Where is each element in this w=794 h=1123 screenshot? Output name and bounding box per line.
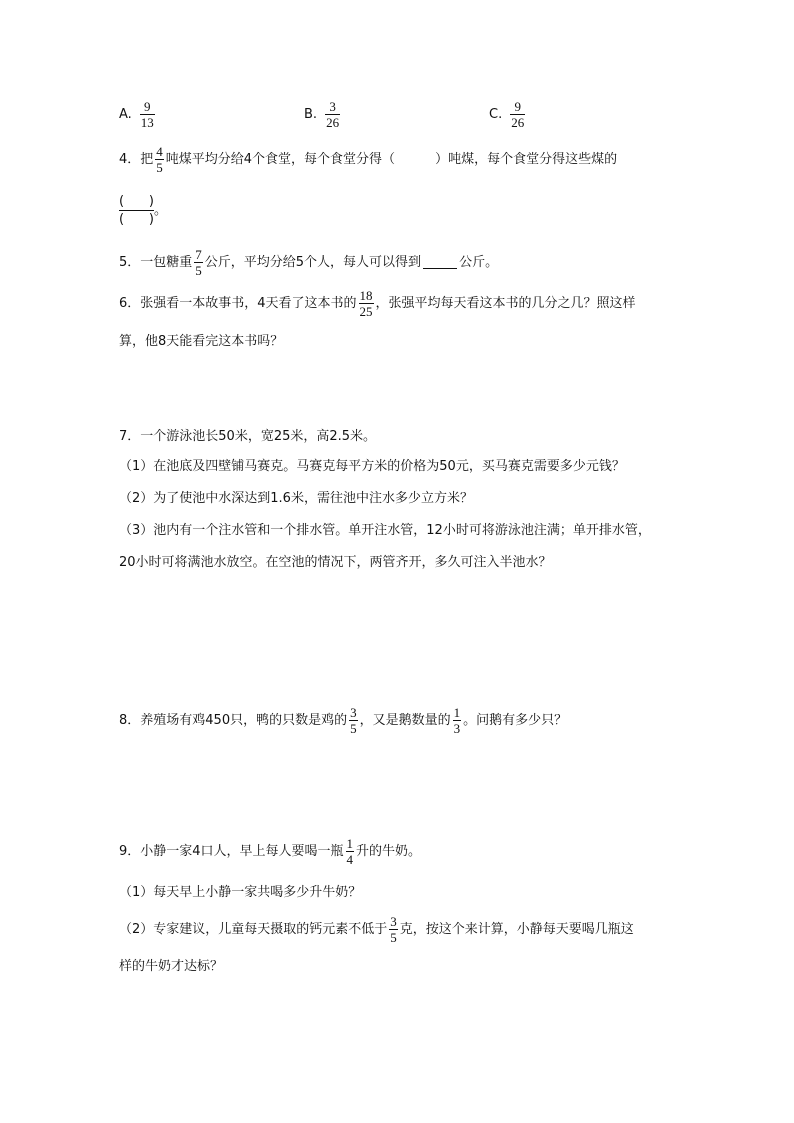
fraction-numerator: 9 (144, 99, 151, 114)
q5-line (119, 245, 498, 279)
q6-text-c: 算，他8天能看完这本书吗？ (119, 333, 284, 349)
q9-line (119, 834, 421, 868)
q7-title-text: 7．一个游泳池长50米，宽25米，高2.5米。 (119, 428, 377, 444)
fraction-numerator: 3 (329, 99, 336, 114)
q4-text-c: ）吨煤，每个食堂分得这些煤的 (435, 151, 618, 167)
fraction-numerator: 7 (195, 246, 202, 262)
fraction-denominator: 26 (511, 115, 525, 130)
fraction-denominator: 26 (326, 115, 340, 130)
fraction-denominator: 3 (453, 720, 461, 736)
option-c-fraction (510, 100, 525, 129)
q6-line-2 (119, 333, 283, 349)
option-c[interactable] (489, 100, 527, 129)
q8-line (119, 703, 567, 737)
q8-fraction-2 (453, 706, 462, 735)
q6-fraction (359, 289, 374, 318)
q5-answer-blank[interactable] (423, 256, 457, 269)
fraction-denominator: 25 (359, 303, 373, 319)
q9-part-2-cont-text: 样的牛奶才达标？ (119, 958, 224, 974)
q9-fraction (346, 837, 355, 866)
option-a-fraction (140, 100, 155, 129)
answer-numerator-blank: ( ) (119, 193, 154, 209)
option-a-letter: A. (119, 107, 132, 122)
fraction-numerator: 3 (390, 913, 397, 929)
q7-title (119, 428, 376, 444)
fraction-denominator: 4 (346, 851, 354, 867)
q7-part-1 (119, 458, 625, 474)
q9-part-2-cont (119, 958, 223, 974)
option-b-letter: B. (304, 107, 318, 122)
q5-text-b: 公斤，平均分给5个人，每人可以得到 (204, 254, 422, 270)
q4-end-mark: 。 (153, 202, 167, 218)
q8-text-b: ，又是鹅数量的 (359, 712, 451, 728)
option-a[interactable] (119, 100, 157, 129)
q9-part-1-text: （1）每天早上小静一家共喝多少升牛奶？ (119, 884, 362, 900)
option-b[interactable] (304, 100, 342, 129)
q8-text-a: 8．养殖场有鸡450只，鸭的只数是鸡的 (119, 712, 348, 728)
q9-part-2 (119, 912, 634, 946)
q4-fraction-answer-line (119, 190, 167, 230)
q6-text-b: ，张强平均每天看这本书的几分之几？照这样 (375, 295, 636, 311)
q5-text-c: 公斤。 (459, 254, 499, 270)
q8-fraction-1 (349, 706, 358, 735)
q7-part-2-text: （2）为了使池中水深达到1.6米，需往池中注水多少立方米？ (119, 490, 473, 506)
q9-part-2-text-b: 克，按这个来计算，小静每天要喝几瓶这 (399, 921, 634, 937)
q9-text-a: 9．小静一家4口人，早上每人要喝一瓶 (119, 843, 344, 859)
q9-part-1 (119, 884, 361, 900)
q8-text-c: 。问鹅有多少只？ (463, 712, 568, 728)
q4-text-b: 吨煤平均分给4个食堂，每个食堂分得（ (165, 151, 396, 167)
fraction-numerator: 1 (346, 835, 354, 851)
fraction-denominator: 13 (140, 115, 154, 130)
fraction-denominator: 5 (156, 159, 163, 175)
fraction-numerator: 3 (350, 704, 357, 720)
q7-part-3-cont-text: 20小时可将满池水放空。在空池的情况下，两管齐开，多久可注入半池水？ (119, 554, 552, 570)
fraction-numerator: 9 (514, 99, 521, 114)
q7-part-3-cont (119, 554, 552, 570)
q4-text-a: 4．把 (119, 151, 154, 167)
q4-fraction (155, 145, 164, 174)
q4-fraction-answer-blank[interactable] (119, 195, 154, 226)
q9-text-b: 升的牛奶。 (356, 843, 422, 859)
q9-part-2-fraction (389, 915, 398, 944)
q6-text-a: 6．张强看一本故事书，4天看了这本书的 (119, 295, 357, 311)
q5-fraction (194, 248, 203, 277)
q9-part-2-text-a: （2）专家建议，儿童每天摄取的钙元素不低于 (119, 921, 388, 937)
q7-part-2 (119, 490, 473, 506)
q7-part-3 (119, 522, 651, 538)
fraction-denominator: 5 (350, 720, 357, 736)
answer-denominator-blank: ( ) (119, 211, 154, 227)
q7-part-1-text: （1）在池底及四壁铺马赛克。马赛克每平方米的价格为50元，买马赛克需要多少元钱？ (119, 458, 625, 474)
fraction-numerator: 18 (359, 287, 373, 303)
option-b-fraction (325, 100, 340, 129)
fraction-numerator: 4 (156, 143, 163, 159)
fraction-denominator: 5 (390, 929, 397, 945)
fraction-denominator: 5 (195, 262, 202, 278)
option-c-letter: C. (489, 107, 503, 122)
fraction-numerator: 1 (453, 704, 461, 720)
q5-text-a: 5．一包糖重 (119, 254, 193, 270)
q4-line (119, 142, 617, 176)
q7-part-3-text: （3）池内有一个注水管和一个排水管。单开注水管，12小时可将游泳池注满；单开排水管， (119, 522, 651, 538)
options-row (0, 100, 794, 136)
q6-line (119, 286, 636, 320)
